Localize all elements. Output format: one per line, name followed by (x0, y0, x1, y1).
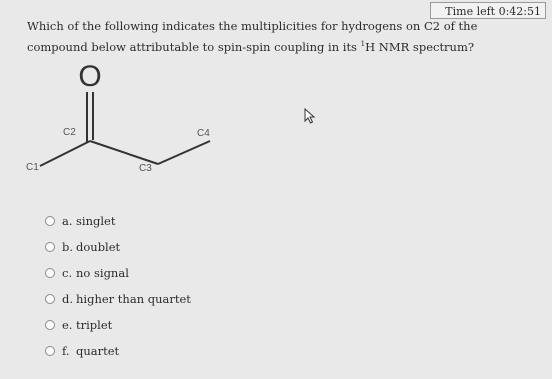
question-superscript: 1 (360, 40, 366, 48)
bond-c1-c2 (40, 141, 90, 166)
question-text (27, 17, 532, 56)
radio-button[interactable] (45, 294, 55, 304)
option-c[interactable] (45, 260, 191, 286)
option-letter: c. (62, 266, 73, 280)
label-c1: C1 (26, 162, 39, 173)
label-c3: C3 (139, 163, 152, 174)
option-label[interactable]: doublet (76, 240, 121, 254)
question-text-end: H NMR spectrum? (365, 39, 475, 54)
option-label[interactable]: higher than quartet (76, 292, 191, 306)
option-label[interactable]: no signal (76, 266, 129, 280)
option-f[interactable] (45, 338, 191, 364)
option-e[interactable] (45, 312, 191, 338)
option-label[interactable]: singlet (76, 214, 116, 228)
bond-c3-c4 (158, 141, 210, 164)
molecule-diagram (0, 55, 240, 185)
mouse-cursor-icon (304, 108, 316, 124)
option-letter: e. (62, 318, 73, 332)
option-d[interactable] (45, 286, 191, 312)
radio-button[interactable] (45, 242, 55, 252)
option-letter: d. (62, 292, 74, 306)
option-letter: f. (62, 344, 70, 358)
label-c4: C4 (197, 128, 210, 139)
radio-button[interactable] (45, 320, 55, 330)
label-c2: C2 (63, 127, 76, 138)
answer-options (45, 208, 191, 364)
option-label[interactable]: triplet (76, 318, 113, 332)
time-left-indicator: Time left 0:42:51 (430, 2, 546, 19)
option-letter: b. (62, 240, 74, 254)
option-label[interactable]: quartet (76, 344, 120, 358)
radio-button[interactable] (45, 216, 55, 226)
option-letter: a. (62, 214, 73, 228)
oxygen-atom: O (78, 60, 102, 93)
radio-button[interactable] (45, 346, 55, 356)
radio-button[interactable] (45, 268, 55, 278)
question-text-main: Which of the following indicates the multiplicities for hydrogens on C2 of the compound below attributable to spin-spin coupling in its (27, 19, 478, 54)
option-a[interactable] (45, 208, 191, 234)
option-b[interactable] (45, 234, 191, 260)
bond-c2-c3 (90, 141, 158, 164)
